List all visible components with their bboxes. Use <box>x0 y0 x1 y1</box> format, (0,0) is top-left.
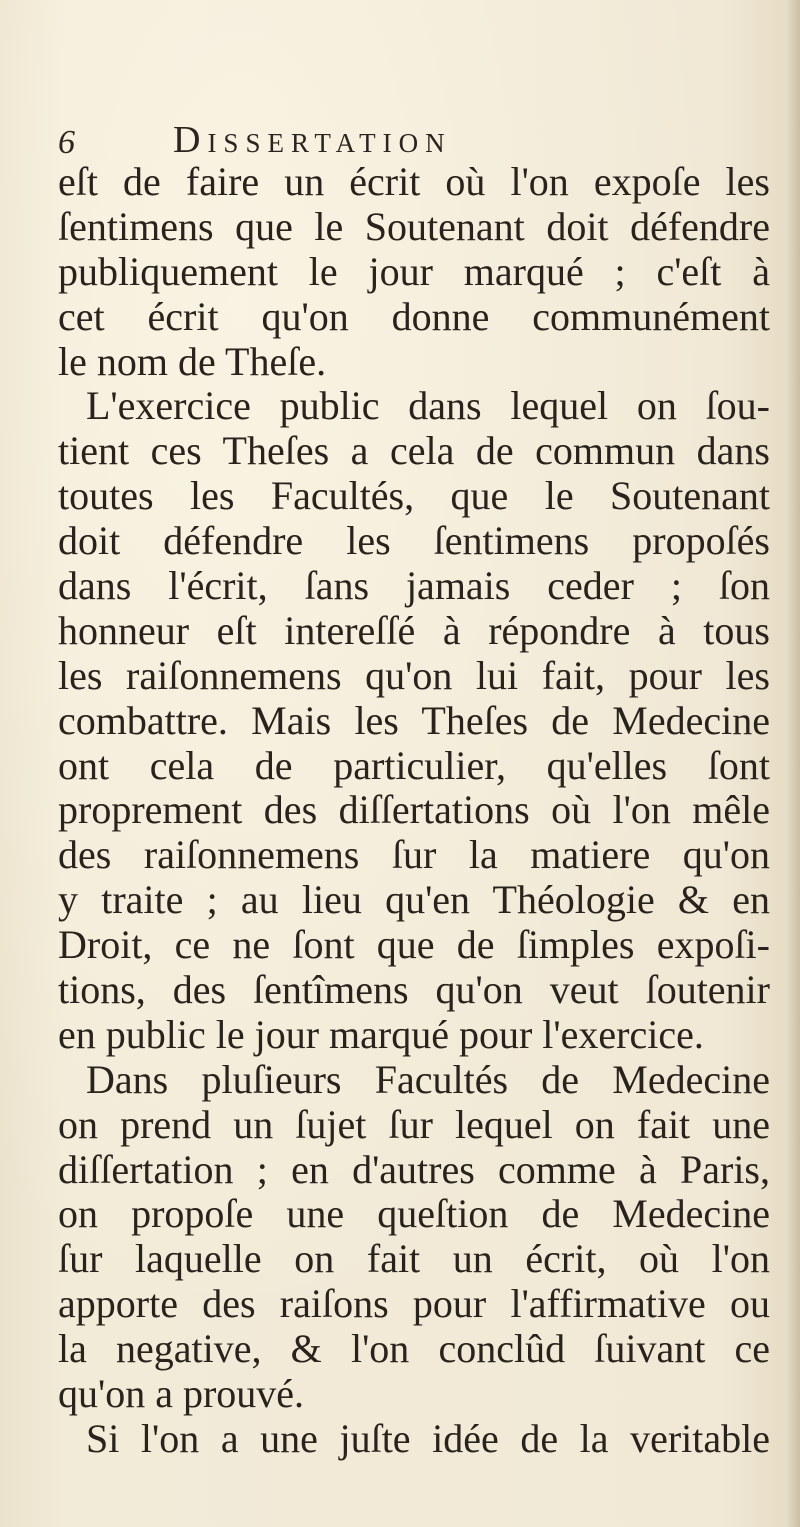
text-line: proprement des diſſertations où l'on mêle <box>58 787 770 833</box>
text-line: le nom de Theſe. <box>58 338 327 384</box>
text-line: dans l'écrit, ſans jamais ceder ; ſon <box>58 563 770 609</box>
text-line: toutes les Facultés, que le Soutenant <box>58 473 770 519</box>
text-line: ſur laquelle on fait un écrit, où l'on <box>58 1236 770 1282</box>
text-line: la negative, & l'on conclûd ſuivant ce <box>58 1326 770 1372</box>
text-line: cet écrit qu'on donne communément <box>58 293 770 339</box>
text-line: ſentimens que le Soutenant doit défendre <box>58 203 770 249</box>
text-line: tions, des ſentîmens qu'on veut ſoutenir <box>58 967 770 1013</box>
text-line: Dans pluſieurs Facultés de Medecine <box>86 1056 770 1102</box>
text-line: combattre. Mais les Theſes de Medecine <box>58 697 770 743</box>
text-line: y traite ; au lieu qu'en Théologie & en <box>58 877 770 923</box>
text-line: eſt de faire un écrit où l'on expoſe les <box>58 159 770 204</box>
text-line: diſſertation ; en d'autres comme à Paris, <box>58 1146 770 1192</box>
text-line: doit défendre les ſentimens propoſés <box>58 518 770 564</box>
text-line: honneur eſt intereſſé à répondre à tous <box>58 607 770 653</box>
text-line: on prend un ſujet ſur lequel on fait une <box>58 1101 770 1147</box>
text-line: qu'on a prouvé. <box>58 1371 305 1417</box>
text-line: publiquement le jour marqué ; c'eſt à <box>58 248 770 294</box>
text-line: tient ces Theſes a cela de commun dans <box>58 428 770 474</box>
text-line: ont cela de particulier, qu'elles ſont <box>58 742 770 788</box>
text-line: apporte des raiſons pour l'affirmative ou <box>58 1281 770 1327</box>
body-text <box>58 160 798 1462</box>
text-line: L'exercice public dans lequel on ſou- <box>86 383 770 429</box>
text-line: Si l'on a une juſte idée de la veritable <box>86 1415 770 1461</box>
text-line: on propoſe une queſtion de Medecine <box>58 1191 770 1237</box>
running-head: Dissertation <box>173 119 452 161</box>
text-line: Droit, ce ne ſont que de ſimples expoſi- <box>58 922 770 968</box>
text-line: les raiſonnemens qu'on lui fait, pour les <box>58 652 770 698</box>
text-line: en public le jour marqué pour l'exercice. <box>58 1011 704 1057</box>
page-number: 6 <box>58 124 75 161</box>
text-line: des raiſonnemens ſur la matiere qu'on <box>58 832 770 878</box>
